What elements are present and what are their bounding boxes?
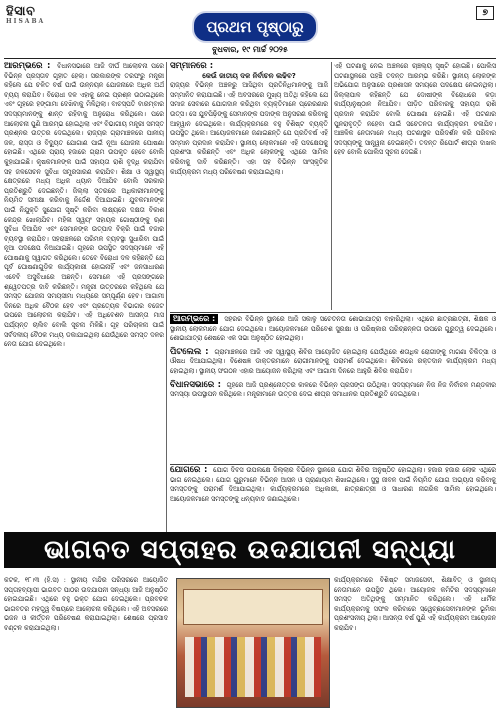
feature-headline: ଭାଗବତ ସପ୍ତାହର ଉଦଯାପନୀ ସନ୍ଧ୍ୟା [4,532,496,568]
date-line: ବୁଧବାର, ୧୯ ମାର୍ଚ୍ଚ ୨୦୨୫ [212,45,288,54]
article-heading: ଆରମ୍ଭରେ : [4,62,51,71]
article-body: ଯୋଗ ଦିବସ ଉପଲକ୍ଷେ ଜିଲ୍ଲାର ବିଭିନ୍ନ ସ୍ଥାନରେ ଯୋଗ ଶିବିର ଅନୁଷ୍ଠିତ ହୋଇଥିଲା। ହଜାର ହଜାର ଲୋକ ଏଥିରେ ଭାଗ ନେଇଥିଲେ। ଯୋଗ ଗୁରୁମାନେ ବିଭିନ୍ନ ଆସନ ଓ ପ୍ରାଣାୟାମ ଶିଖାଇଥିଲେ। ସୁସ୍ଥ ଜୀବନ ପାଇଁ ନିୟମିତ ଯୋଗ ଅଭ୍ୟାସ କରିବାକୁ ସମସ୍ତଙ୍କୁ ପରାମର୍ଶ ଦିଆଯାଇଥିଲା। କାର୍ଯ୍ୟକ୍ରମରେ ଅଧିକାରୀ, ଛାତ୍ରଛାତ୍ରୀ ଓ ସାଧାରଣ ନାଗରିକ ସାମିଲ ହୋଇଥିଲେ। ଆୟୋଜକମାନେ ସମସ୍ତଙ୍କୁ ଧନ୍ୟବାଦ ଜଣାଇଥିଲେ। [170,466,496,503]
feature-right-text: କାର୍ଯ୍ୟକ୍ରମରେ ବିଶିଷ୍ଟ ସମାଜସେବୀ, ଶିକ୍ଷାବିତ୍ ଓ ସ୍ଥାନୀୟ ନେତାମାନେ ଉପସ୍ଥିତ ଥିଲେ। ଆୟୋଜକ କମିଟିର ସଦସ୍ୟମାନେ ସମସ୍ତ ଅତିଥିଙ୍କୁ ସମ୍ମାନିତ କରିଥିଲେ। ଏହି ଧାର୍ମିକ କାର୍ଯ୍ୟକ୍ରମକୁ ସଫଳ କରିବାରେ ସ୍ୱେଚ୍ଛାସେବୀମାନଙ୍କ ଭୂମିକା ପ୍ରଶଂସନୀୟ ଥିଲା। ଆସନ୍ତା ବର୍ଷ ପୁଣି ଏହି କାର୍ଯ୍ୟକ୍ରମ ଆୟୋଜନ କରାଯିବ। [334,576,496,632]
article-heading: ବିଧାନସଭାରେ : [170,379,222,390]
yoga-article [170,466,496,504]
column-divider [166,62,167,532]
logo-text: ହିସାବ [6,4,36,19]
feature-left-text: କଟକ, ୧୮।୩ (ହି.ସ) : ସ୍ଥାନୀୟ ମନ୍ଦିର ପରିସରରେ ଆୟୋଜିତ ସପ୍ତାହବ୍ୟାପୀ ଭାଗବତ ପାଠର ଉଦଯାପନୀ ସନ୍ଧ୍ୟା ଆଜି ଅନୁଷ୍ଠିତ ହୋଇଯାଇଛି। ଏଥିରେ ବହୁ ଭକ୍ତ ଯୋଗ ଦେଇଥିଲେ। ପ୍ରବଚକ ଭାଗବତର ମହତ୍ତ୍ୱ ବିଷୟରେ ଆଲୋଚନା କରିଥିଲେ। ଏହି ଅବସରରେ ଭଜନ ଓ କୀର୍ତ୍ତନ ପରିବେଷଣ କରାଯାଇଥିଲା। ଶେଷରେ ପ୍ରସାଦ ବଣ୍ଟନ କରାଯାଇଥିଲା। [4,576,168,632]
article-heading: ଯୋଗରେ : [170,465,208,475]
article-body: ରାଜ୍ୟର ବିଭିନ୍ନ ଅଞ୍ଚଳରୁ ଆସିଥିବା ପ୍ରତିନିଧିମାନଙ୍କୁ ଆଜି ସମ୍ମାନିତ କରାଯାଇଛି। ଏହି ଅବସରରେ ମୁଖ୍ୟ ଅତିଥି କହିଲେ ଯେ ସମାଜ ସେବାରେ ଯୋଗଦାନ କରିଥିବା ବ୍ୟକ୍ତିମାନେ ପ୍ରେରଣାର ଉତ୍ସ। ସେ ଯୁବପିଢ଼ିଙ୍କୁ ସେମାନଙ୍କ ପଦାଙ୍କ ଅନୁସରଣ କରିବାକୁ ଆହ୍ୱାନ ଦେଇଥିଲେ। କାର୍ଯ୍ୟକ୍ରମରେ ବହୁ ବିଶିଷ୍ଟ ବ୍ୟକ୍ତି ଉପସ୍ଥିତ ଥିଲେ। ଆୟୋଜକମାନେ ଜଣାଇଛନ୍ତି ଯେ ପ୍ରତିବର୍ଷ ଏହି ସମ୍ମାନ ପ୍ରଦାନ କରାଯିବ। ସ୍ଥାନୀୟ ଲୋକମାନେ ଏହି ପଦକ୍ଷେପକୁ ପ୍ରଶଂସା କରିଛନ୍ତି ଏବଂ ଅଧିକ ଲୋକଙ୍କୁ ଏଥିରେ ସାମିଲ କରିବାକୁ ଦାବି କରିଛନ୍ତି। ଏହା ସହ ବିଭିନ୍ନ ସାଂସ୍କୃତିକ କାର୍ଯ୍ୟକ୍ରମ ମଧ୍ୟ ପରିବେଷଣ କରାଯାଇଥିଲା। [170,81,328,176]
masthead-rule [4,58,496,59]
middle-column-article [170,62,328,310]
article-body: ଗୃହରେ ଆଜି ପ୍ରଶ୍ନୋତ୍ତର କାଳରେ ବିଭିନ୍ନ ପ୍ରସଙ୍ଗ ଉଠିଥିଲା। ସଦସ୍ୟମାନେ ନିଜ ନିଜ ନିର୍ବାଚନ ମଣ୍ଡଳୀର ସମସ୍ୟା ଉପସ୍ଥାପନ କରିଥିଲେ। ମନ୍ତ୍ରୀମାନେ ଉତ୍ତର ଦେଇ ଶୀଘ୍ର ସମାଧାନର ପ୍ରତିଶ୍ରୁତି ଦେଇଥିଲେ। [170,380,496,399]
left-column-article [4,62,164,532]
masthead [0,0,500,58]
article-body: ବିଧାନସଭାରେ ଆଜି ଦୀର୍ଘ ଆଲୋଚନା ପରେ ବିଭିନ୍ନ ପ୍ରସ୍ତାବ ଗୃହୀତ ହେଲା। ସରକାରଙ୍କ ତରଫରୁ ମନ୍ତ୍ରୀ କହିଲେ ଯେ ଚଳିତ ବର୍ଷ ପାଇଁ ଉନ୍ନୟନ ଯୋଜନାରେ ଅଧିକ ଅର୍ଥ ବ୍ୟୟ କରାଯିବ। ବିରୋଧୀ ଦଳ ଏହାକୁ ନେଇ ପ୍ରଶ୍ନ ଉଠାଇଥିଲେ ଏବଂ ଗୃହରେ ହଙ୍ଗାମା ଦେଖିବାକୁ ମିଳିଥିଲା। ବାଚସ୍ପତି ବାରମ୍ବାର ସଦସ୍ୟମାନଙ୍କୁ ଶାନ୍ତ ରହିବାକୁ ଅନୁରୋଧ କରିଥିଲେ। ପରେ ଆଲୋଚନା ପୁଣି ଆରମ୍ଭ ହୋଇଥିଲା ଏବଂ ବିଭାଗୀୟ ମନ୍ତ୍ରୀ ସମସ୍ତ ପ୍ରଶ୍ନର ଉତ୍ତର ଦେଇଥିଲେ। ରାଜ୍ୟର ଗ୍ରାମାଞ୍ଚଳରେ ପାନୀୟ ଜଳ, ରାସ୍ତା ଓ ବିଦ୍ୟୁତ ଯୋଗାଣ ପାଇଁ ନୂଆ ଯୋଜନା ଘୋଷଣା ହୋଇଛି। ଏଥିରେ ପ୍ରାୟ ହଜାରେ ଗ୍ରାମ ଉପକୃତ ହେବେ ବୋଲି କୁହାଯାଇଛି। କୃଷକମାନଙ୍କ ପାଇଁ ସହାୟତା ରାଶି ବୃଦ୍ଧି କରାଯିବା ସହ ଜଳସେଚନ ସୁବିଧା ସମ୍ପ୍ରସାରଣ କରାଯିବ। ଶିକ୍ଷା ଓ ସ୍ୱାସ୍ଥ୍ୟ କ୍ଷେତ୍ରରେ ମଧ୍ୟ ଅଧିକ ଧ୍ୟାନ ଦିଆଯିବ ବୋଲି ସରକାର ପ୍ରତିଶ୍ରୁତି ଦେଇଛନ୍ତି। ଜିଲ୍ଲା ସ୍ତରରେ ଅଧିକାରୀମାନଙ୍କୁ ନିୟମିତ ସମୀକ୍ଷା କରିବାକୁ ନିର୍ଦ୍ଦେଶ ଦିଆଯାଇଛି। ଯୁବକମାନଙ୍କ ପାଇଁ ନିଯୁକ୍ତି ସୁଯୋଗ ସୃଷ୍ଟି କରିବା ଲକ୍ଷ୍ୟରେ ଦକ୍ଷତା ବିକାଶ କେନ୍ଦ୍ର ଖୋଲାଯିବ। ମହିଳା ସ୍ୱୟଂ ସହାୟକ ଗୋଷ୍ଠୀଙ୍କୁ ଋଣ ସୁବିଧା ଦିଆଯିବ ଏବଂ ସେମାନଙ୍କ ଉତ୍ପାଦ ବିକ୍ରି ପାଇଁ ବଜାର ବ୍ୟବସ୍ଥା କରାଯିବ। ସହରାଞ୍ଚଳରେ ପରିମଳ ବ୍ୟବସ୍ଥା ସୁଧାରିବା ପାଇଁ ନୂଆ ପଦକ୍ଷେପ ନିଆଯାଇଛି। ଗୃହରେ ଉପସ୍ଥିତ ସଦସ୍ୟମାନେ ଏହି ଘୋଷଣାକୁ ସ୍ୱାଗତ କରିଥିଲେ। ତେବେ ବିରୋଧୀ ଦଳ କହିଛନ୍ତି ଯେ ପୂର୍ବ ଘୋଷଣାଗୁଡ଼ିକ କାର୍ଯ୍ୟକାରୀ ହୋଇନାହିଁ ଏବଂ ଜନସାଧାରଣ ଏବେବି ଅସୁବିଧାରେ ଅଛନ୍ତି। ସେମାନେ ଏହି ପ୍ରସଙ୍ଗରେ ଶ୍ୱେତପତ୍ର ଦାବି କରିଛନ୍ତି। ମନ୍ତ୍ରୀ ଉତ୍ତରରେ କହିଥିଲେ ଯେ ସମସ୍ତ ଯୋଜନା ସମୟସୀମା ମଧ୍ୟରେ ସମ୍ପୂର୍ଣ୍ଣ ହେବ। ଆଗାମୀ ଦିନରେ ଅଧିକ ବୈଠକ ହେବ ଏବଂ ପ୍ରତ୍ୟେକ ବିଭାଗର ବଜେଟ ଉପରେ ଆଲୋଚନା କରାଯିବ। ଏହି ଅଧିବେଶନ ଆସନ୍ତା ମାସ ପର୍ଯ୍ୟନ୍ତ ଚାଲିବ ବୋଲି ସୂଚନା ମିଳିଛି। ଗୃହ ପରିଚାଳନା ପାଇଁ ସର୍ବଦଳୀୟ ବୈଠକ ମଧ୍ୟ ଡକାଯାଇଥିଲା ଯେଉଁଥିରେ ସମସ୍ତ ଦଳର ନେତା ଯୋଗ ଦେଇଥିଲେ। [4,62,164,349]
article-heading: ପିଟଲେଲ : [170,346,209,357]
section-divider [170,312,496,313]
right-column-article [334,62,496,310]
section-divider [170,464,496,465]
article-subheading: କେଉଁ ଜାତୀୟ ଦଳ ନିର୍ବାଚନ ଲଢିବ? [202,71,296,80]
article-body: ଏହି ଘଟଣାକୁ ନେଇ ଅଞ୍ଚଳରେ ଚାଞ୍ଚଲ୍ୟ ସୃଷ୍ଟି ହୋଇଛି। ପୋଲିସ ଘଟଣାସ୍ଥଳରେ ପହଞ୍ଚି ତଦନ୍ତ ଆରମ୍ଭ କରିଛି। ସ୍ଥାନୀୟ ଲୋକଙ୍କ ଅଭିଯୋଗ ଅନୁସାରେ ପ୍ରଶାସନ ସମୟରେ ପଦକ୍ଷେପ ନେଇନଥିଲା। ଜିଲ୍ଲାପାଳ କହିଛନ୍ତି ଯେ ଦୋଷୀଙ୍କ ବିରୋଧରେ କଡ଼ା କାର୍ଯ୍ୟାନୁଷ୍ଠାନ ନିଆଯିବ। ପୀଡ଼ିତ ପରିବାରକୁ ସହାୟତା ରାଶି ପ୍ରଦାନ କରାଯିବ ବୋଲି ଘୋଷଣା ହୋଇଛି। ଏହି ଘଟଣାର ପୁନରାବୃତ୍ତି ନହେବା ପାଇଁ ସଚେତନତା କାର୍ଯ୍ୟକ୍ରମ ଚଳାଯିବ। ଆଞ୍ଚଳିକ ନେତାମାନେ ମଧ୍ୟ ଘଟଣାସ୍ଥଳ ପରିଦର୍ଶନ କରି ପରିବାର ସଦସ୍ୟଙ୍କୁ ସାନ୍ତ୍ୱନା ଦେଇଛନ୍ତି। ତଦନ୍ତ ରିପୋର୍ଟ ଶୀଘ୍ର ଦାଖଲ ହେବ ବୋଲି ପୋଲିସ ସୂଚନା ଦେଇଛି। [334,62,496,157]
column-divider [331,62,332,310]
section-title-banner: ପ୍ରଥମ ପୃଷ୍ଠାରୁ [192,11,318,43]
logo-subtext: HISABA [6,18,46,25]
article-body: ଗ୍ରାମାଞ୍ଚଳରେ ଆଜି ଏକ ସ୍ୱାସ୍ଥ୍ୟ ଶିବିର ଆୟୋଜିତ ହୋଇଥିଲା ଯେଉଁଥିରେ ଶତାଧିକ ରୋଗୀଙ୍କୁ ମାଗଣା ଚିକିତ୍ସା ଓ ଔଷଧ ଦିଆଯାଇଥିଲା। ବିଶେଷଜ୍ଞ ଡାକ୍ତରମାନେ ରୋଗୀମାନଙ୍କୁ ପରାମର୍ଶ ଦେଇଥିଲେ। ଶିବିରରେ ରକ୍ତଦାନ କାର୍ଯ୍ୟକ୍ରମ ମଧ୍ୟ ହୋଇଥିଲା। ସ୍ଥାନୀୟ ସଂଗଠନ ଏହାର ଆୟୋଜନ କରିଥିଲା ଏବଂ ଆଗାମୀ ଦିନରେ ଆହୁରି ଶିବିର କରାଯିବ। [170,347,496,375]
page-number: ୭ [476,6,494,20]
stage-backdrop [183,589,323,625]
lower-articles [170,314,496,400]
article-heading: ସମ୍ମାନରେ : [170,62,214,71]
people-group [185,637,321,697]
article-heading: ଆରମ୍ଭରେ : [170,314,218,324]
article-body: ସହରର ବିଭିନ୍ନ ସ୍ଥାନରେ ଆଜି ସକାଳୁ ସଚେତନତା ଶୋଭାଯାତ୍ରା ବାହାରିଥିଲା। ଏଥିରେ ଛାତ୍ରଛାତ୍ରୀ, ଶିକ୍ଷକ ଓ ସ୍ଥାନୀୟ ଲୋକମାନେ ଯୋଗ ଦେଇଥିଲେ। ଆୟୋଜକମାନେ ପରିବେଶ ସୁରକ୍ଷା ଓ ପରିଷ୍କାର ପରିଚ୍ଛନ୍ନତା ଉପରେ ଗୁରୁତ୍ୱ ଦେଇଥିଲେ। ଶୋଭାଯାତ୍ରା ଶେଷରେ ଏକ ସଭା ଅନୁଷ୍ଠିତ ହୋଇଥିଲା। [170,315,496,343]
newspaper-logo [6,4,45,25]
event-photo [176,578,330,708]
